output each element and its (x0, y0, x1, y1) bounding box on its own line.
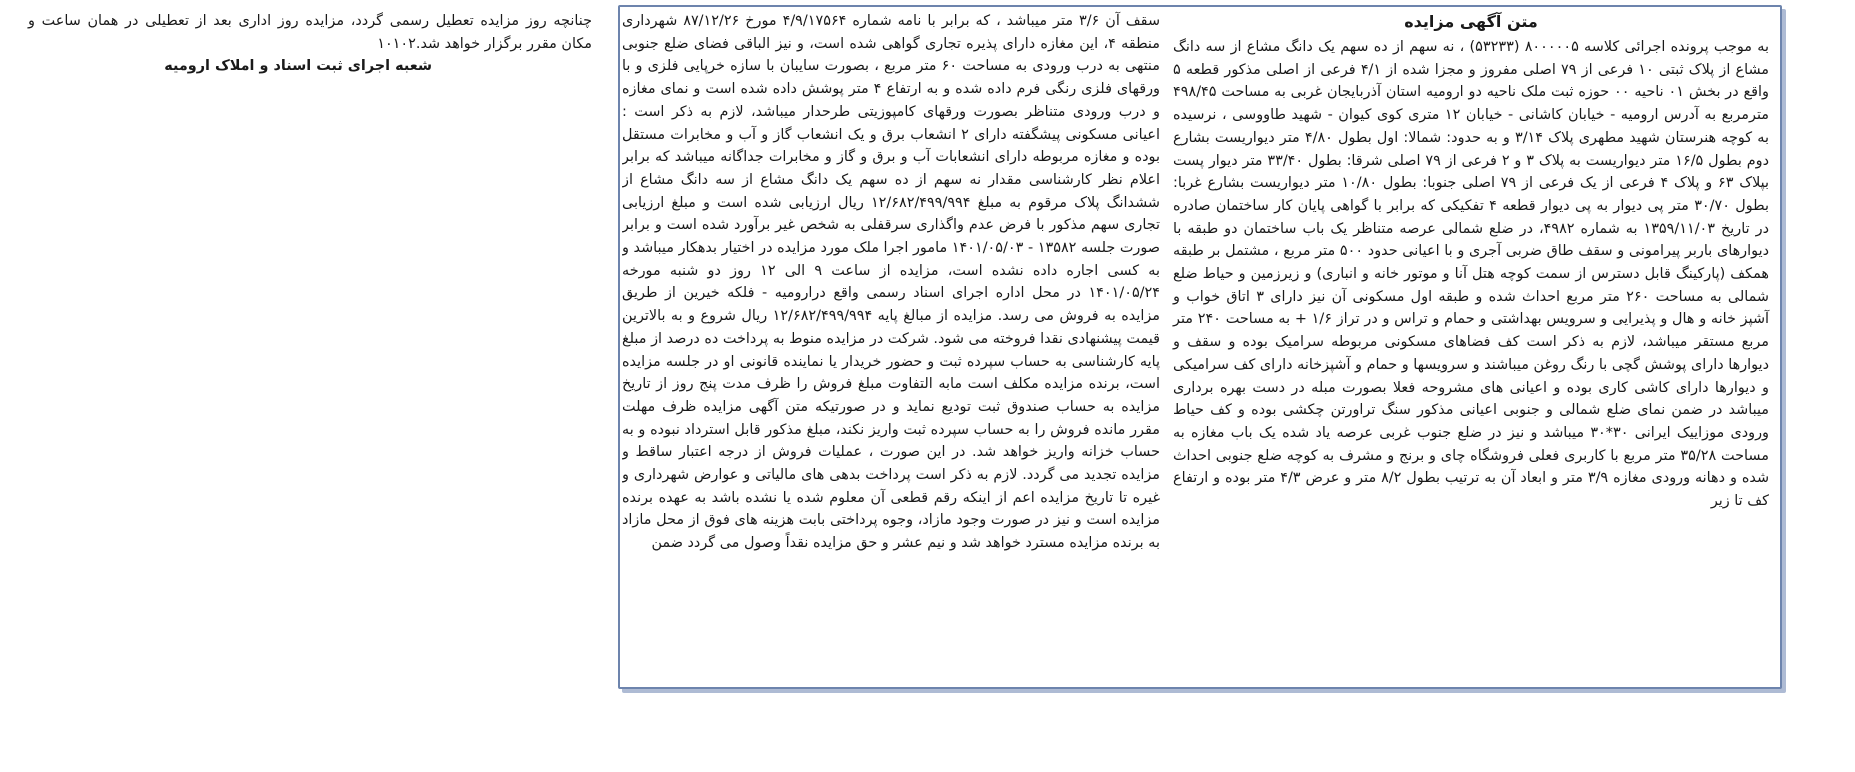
notice-body-part-2: سقف آن ۳/۶ متر میباشد ، که برابر با نامه شماره ۴/۹/۱۷۵۶۴ مورخ ۸۷/۱۲/۲۶ شهرداری منطقه ۴، این مغازه دارای پذیره تجاری گواهی شده است، و نیز الباقی فضای ضلع جنوبی منتهی به درب ورودی به مساحت ۶۰ متر مربع ، بصورت سایبان با سازه خرپایی فلزی و با ورقهای فلزی رنگی فرم داده شده و به ارتفاع ۴ متر پوشش داده شده است و نمای مغازه و درب ورودی متناظر بصورت ورقهای کامپوزیتی طرحدار میباشد، لازم به ذکر است : اعیانی مسکونی پیشگفته دارای ۲ انشعاب برق و یک انشعاب گاز و آب و مخابرات مستقل بوده و مغازه مربوطه دارای انشعابات آب و برق و گاز و مخابرات جداگانه میباشد که برابر اعلام نظر کارشناسی مقدار نه سهم از ده سهم یک دانگ مشاع از سه دانگ مشاع از ششدانگ پلاک مرقوم به مبلغ ۱۲/۶۸۲/۴۹۹/۹۹۴ ریال ارزیابی شده است و مبلغ ارزیابی تجاری سهم مذکور با فرض عدم واگذاری سرقفلی به شخص غیر برآورد شده است و برابر صورت جلسه ۱۳۵۸۲ - ۱۴۰۱/۰۵/۰۳ مامور اجرا ملک مورد مزایده در اختیار بدهکار میباشد و به کسی اجاره داده نشده است، مزایده از ساعت ۹ الی ۱۲ روز دو شنبه مورخه ۱۴۰۱/۰۵/۲۴ در محل اداره اجرای اسناد رسمی واقع درارومیه - فلکه خیرین از طریق مزایده به فروش می رسد. مزایده از مبالغ پایه ۱۲/۶۸۲/۴۹۹/۹۹۴ ریال شروع و به بالاترین قیمت پیشنهادی نقدا فروخته می شود. شرکت در مزایده منوط به پرداخت ده درصد از مبلغ پایه کارشناسی به حساب سپرده ثبت و حضور خریدار یا نماینده قانونی او در جلسه مزایده است، برنده مزایده مکلف است مابه التفاوت مبلغ فروش را ظرف مدت پنج روز از تاریخ مزایده به حساب صندوق ثبت تودیع نماید و در صورتیکه متن آگهی مزایده ظرف مهلت مقرر مانده فروش را به حساب سپرده ثبت واریز نکند، مبلغ مذکور قابل استرداد نبوده و به حساب خزانه واریز خواهد شد. در این صورت ، عملیات فروش از درجه اعتبار ساقط و مزایده تجدید می گردد. لازم به ذکر است پرداخت بدهی های مالیاتی و عوارض شهرداری و غیره تا تاریخ مزایده اعم از اینکه رقم قطعی آن معلوم شده یا نشده باشد به عهده برنده مزایده است و نیز در صورت وجود مازاد، وجوه پرداختی بابت هزینه های فوق از محل مازاد به برنده مزایده مسترد خواهد شد و نیم عشر و حق مزایده نقداً وصول می گردد ضمن (622, 13, 1160, 552)
notice-title: متن آگهی مزایده (1404, 12, 1538, 31)
notice-signature: شعبه اجرای ثبت اسناد و املاک ارومیه (164, 58, 432, 75)
notice-column-left (28, 10, 592, 78)
notice-body-part-3: چنانچه روز مزایده تعطیل رسمی گردد، مزایده روز اداری بعد از تعطیلی در همان ساعت و مکان مقرر برگزار خواهد شد.۱۰۱۰۲ (28, 13, 592, 52)
notice-body-part-1: به موجب پرونده اجرائی کلاسه ۸۰۰۰۰۰۵ (۵۳۲۳۳) ، نه سهم از ده سهم یک دانگ مشاع از سه دانگ مشاع از پلاک ثبتی ۱۰ فرعی از ۷۹ اصلی مفروز و مجزا شده از ۴/۱ فرعی از اصلی مذکور قطعه ۵ واقع در بخش ۰۱ ناحیه ۰۰ حوزه ثبت ملک ناحیه دو ارومیه استان آذربایجان غربی به مساحت ۴۹۸/۴۵ مترمربع به آدرس ارومیه - خیابان کاشانی - خیابان ۱۲ متری کوی کیوان - شهید طاووسی ، نرسیده به کوچه هنرستان شهید مطهری پلاک ۳/۱۴ و به حدود: شمالا: اول بطول ۴/۸۰ متر دیواریست بشارع دوم بطول ۱۶/۵ متر دیواریست به پلاک ۳ و ۲ فرعی از ۷۹ اصلی شرقا: بطول ۳۳/۴۰ متر دیوار پست بپلاک ۶۳ و پلاک ۴ فرعی از یک فرعی از ۷۹ اصلی جنوبا: بطول ۱۰/۸۰ متر دیواریست بشارع غربا: بطول ۳۰/۷۰ متر پی دیوار به پی دیوار قطعه ۴ تفکیکی که برابر با گواهی پایان کار ساختمان صادره در تاریخ ۱۳۵۹/۱۱/۰۳ به شماره ۴۹۸۲، در ضلع شمالی عرصه متناظر یک باب ساختمان دو طبقه با دیوارهای باربر پیرامونی و سقف طاق ضربی آجری و با اعیانی حدود ۵۰۰ متر مربع ، مشتمل بر طبقه همکف (پارکینگ قابل دسترس از سمت کوچه هتل آنا و موتور خانه و انباری) و زیرزمین و حیاط ضلع شمالی به مساحت ۲۶۰ متر مربع احداث شده و طبقه اول مسکونی آن نیز دارای ۳ اتاق خواب و آشپز خانه و هال و پذیرایی و سرویس بهداشتی و حمام و تراس و در تراز ۱/۶ + به مساحت ۲۴۰ متر مربع مستقر میباشد، لازم به ذکر است کف فضاهای مسکونی مربوطه سرامیک بوده و سقف و دیوارها دارای پوشش گچی با رنگ روغن میباشند و سرویسها و حمام و آشپزخانه دارای کف سرامیکی و دیوارها دارای کاشی کاری بوده و اعیانی های مشروحه فعلا بصورت مبله در دست بهره برداری میباشد در ضمن نمای ضلع شمالی و جنوبی اعیانی مذکور سنگ تراورتن چکشی بوده و کف حیاط ورودی موزاییک ایرانی ۳۰*۳۰ میباشد و نیز در ضلع جنوب غربی عرصه یاد شده یک باب مغازه به مساحت ۳۵/۲۸ متر مربع با کاربری فعلی فروشگاه چای و برنج و مشرف به کوچه ضلع جنوبی احداث شده و دهانه ورودی مغازه ۳/۹ متر و ابعاد آن به ترتیب بطول ۸/۲ متر و عرض ۴/۳ متر بوده و ارتفاع کف تا زیر (1173, 39, 1770, 510)
notice-column-right (1173, 10, 1769, 513)
notice-column-middle (622, 10, 1160, 555)
